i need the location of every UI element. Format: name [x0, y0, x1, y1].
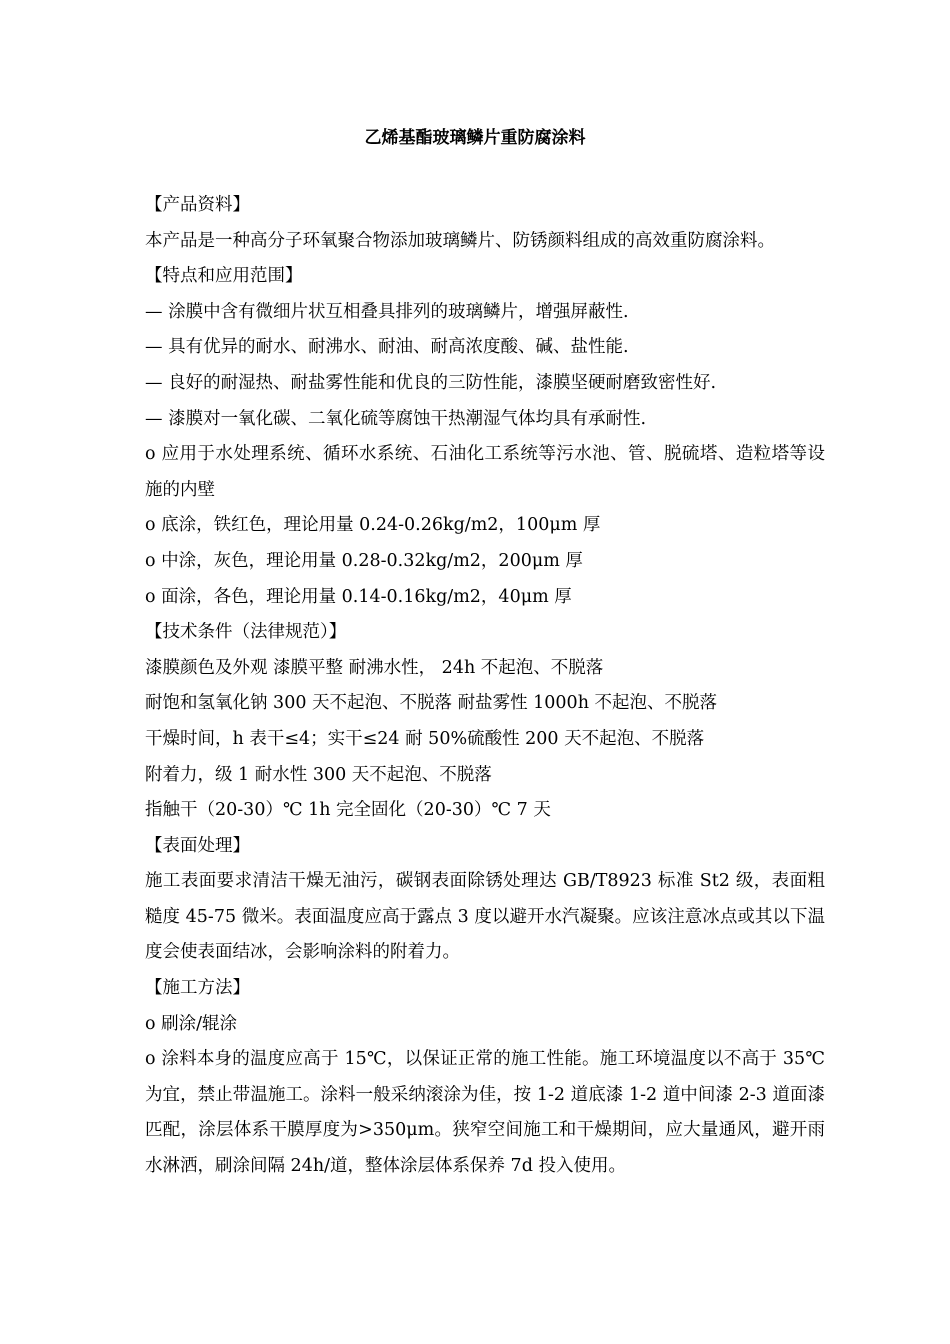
feature-item: — 良好的耐湿热、耐盐雾性能和优良的三防性能，漆膜坚硬耐磨致密性好. — [145, 372, 717, 393]
section-heading-product-info: 【产品资料】 — [145, 195, 250, 215]
section-heading-features: 【特点和应用范围】 — [145, 266, 303, 287]
feature-item: — 涂膜中含有微细片状互相叠具排列的玻璃鳞片，增强屏蔽性. — [145, 301, 629, 322]
application-item: o 应用于水处理系统、循环水系统、石油化工系统等污水池、管、脱硫塔、造粒塔等设施的内壁 — [145, 444, 825, 500]
coating-spec-item: o 底涂，铁红色，理论用量 0.24-0.26kg/m2，100μm 厚 — [145, 515, 601, 536]
document-body — [145, 188, 825, 1185]
technical-condition-line: 漆膜颜色及外观 漆膜平整 耐沸水性， 24h 不起泡、不脱落 — [145, 657, 604, 678]
document-title: 乙烯基酯玻璃鳞片重防腐涂料 — [364, 128, 586, 148]
feature-item: — 具有优异的耐水、耐沸水、耐油、耐高浓度酸、碱、盐性能. — [145, 337, 629, 358]
coating-spec-item: o 面涂，各色，理论用量 0.14-0.16kg/m2，40μm 厚 — [145, 586, 572, 607]
paragraph-surface-treatment: 施工表面要求清洁干燥无油污，碳钢表面除锈处理达 GB/T8923 标准 St2 级，表面粗糙度 45-75 微米。表面温度应高于露点 3 度以避开水汽凝聚。应该注意冰点或其以下温度会使表面结冰，会影响涂料的附着力。 — [145, 871, 825, 963]
construction-method-item: o 刷涂/辊涂 — [145, 1013, 237, 1034]
feature-item: — 漆膜对一氧化碳、二氧化硫等腐蚀干热潮湿气体均具有承耐性. — [145, 408, 647, 429]
technical-condition-line: 干燥时间，h 表干≤4；实干≤24 耐 50%硫酸性 200 天不起泡、不脱落 — [145, 728, 705, 749]
paragraph-construction-method: o 涂料本身的温度应高于 15℃，以保证正常的施工性能。施工环境温度以不高于 35℃为宜，禁止带温施工。涂料一般采纳滚涂为佳，按 1-2 道底漆 1-2 道中间漆 2-3 道面漆匹配，涂层体系干膜厚度为>350μm。狭窄空间施工和干燥期间，应大量通风，避开雨水淋洒，刷涂间隔 24h/道，整体涂层体系保养 7d 投入使用。 — [145, 1049, 825, 1177]
section-heading-construction-method: 【施工方法】 — [145, 978, 250, 999]
coating-spec-item: o 中涂，灰色，理论用量 0.28-0.32kg/m2，200μm 厚 — [145, 550, 583, 571]
paragraph-product-description: 本产品是一种高分子环氧聚合物添加玻璃鳞片、防锈颜料组成的高效重防腐涂料。 — [145, 230, 775, 251]
technical-condition-line: 耐饱和氢氧化钠 300 天不起泡、不脱落 耐盐雾性 1000h 不起泡、不脱落 — [145, 693, 718, 714]
technical-condition-line: 附着力，级 1 耐水性 300 天不起泡、不脱落 — [145, 764, 492, 785]
technical-condition-line: 指触干（20-30）℃ 1h 完全固化（20-30）℃ 7 天 — [145, 800, 551, 821]
section-heading-surface-treatment: 【表面处理】 — [145, 835, 250, 856]
section-heading-technical-conditions: 【技术条件（法律规范）】 — [145, 622, 347, 643]
